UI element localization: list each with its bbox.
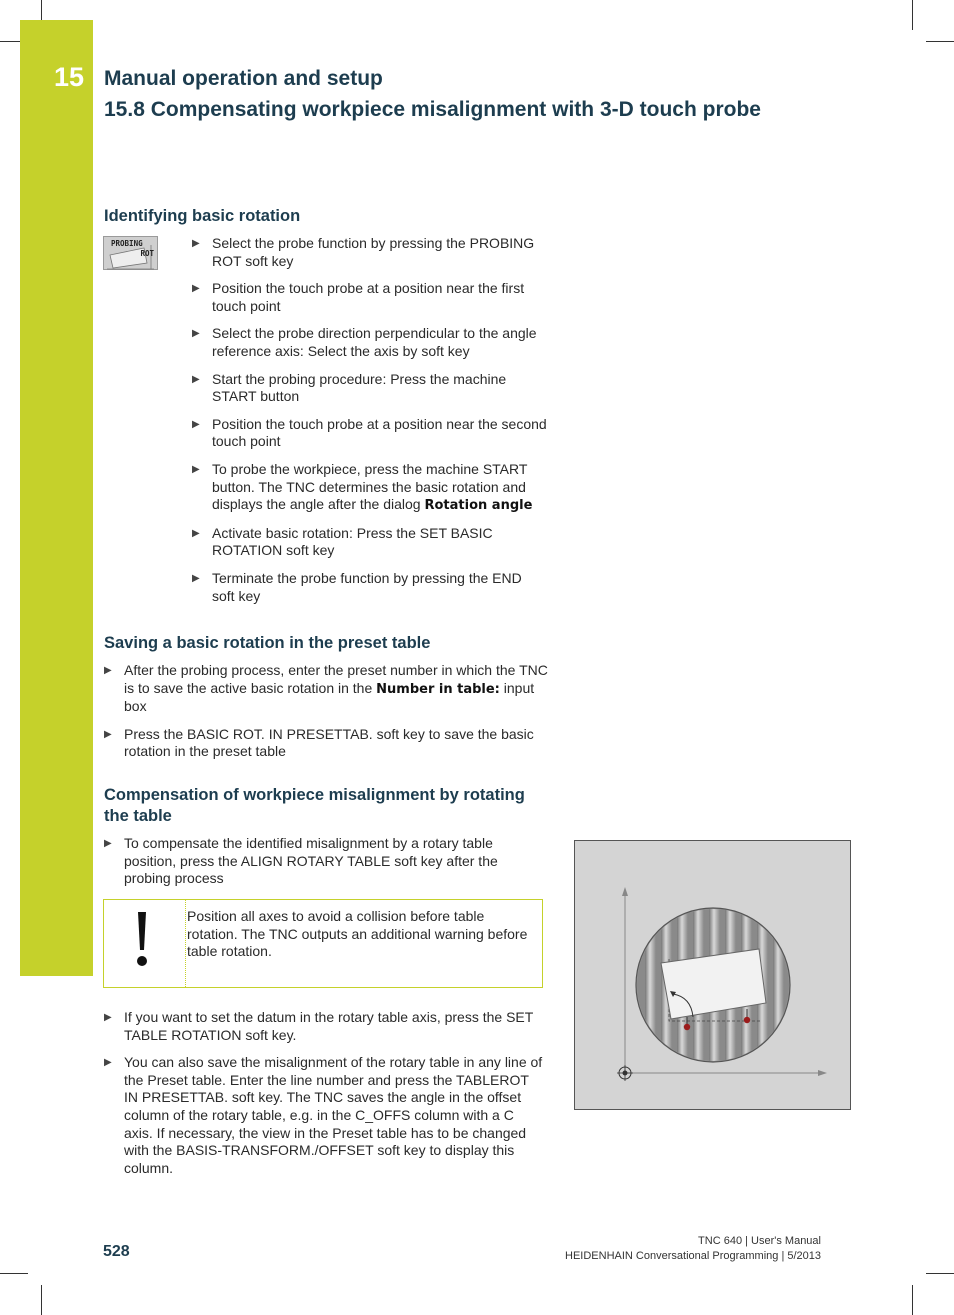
probe-point-1 [684, 1024, 690, 1030]
triangle-right-icon: ▶ [192, 238, 200, 249]
list-item: ▶ Press the BASIC ROT. IN PRESETTAB. soft key to save the basic rotation in the preset table [104, 725, 534, 760]
triangle-right-icon: ▶ [192, 373, 200, 385]
crop-mark [912, 0, 913, 30]
softkey-label-line1: PROBING [111, 239, 143, 248]
identify-steps-list [192, 235, 547, 615]
list-item: ▶ Activate basic rotation: Press the SET BASIC ROTATION soft key [192, 524, 493, 559]
chapter-title: Manual operation and setup [104, 67, 383, 90]
list-item: ▶ Select the probe function by pressing the PROBING ROT soft key [192, 235, 535, 269]
rotary-table-diagram [575, 841, 850, 1109]
triangle-right-icon: ▶ [192, 572, 200, 584]
chapter-number: 15 [54, 62, 85, 92]
triangle-right-icon: ▶ [192, 283, 200, 295]
dialog-name: Rotation angle [424, 498, 533, 514]
section-title: 15.8 Compensating workpiece misalignment with 3-D touch probe [104, 98, 761, 121]
list-item: ▶ To probe the workpiece, press the machine START button. The TNC determines the basic rotation and displays the angle after the dialog Rotation angle [192, 460, 533, 514]
footer-line-2: HEIDENHAIN Conversational Programming | 5/2013 [565, 1249, 821, 1262]
crop-mark [41, 0, 42, 20]
triangle-right-icon: ▶ [192, 418, 200, 430]
list-item: ▶ To compensate the identified misalignment by a rotary table position, press the ALIGN ROTARY TABLE soft key after the probing process [104, 835, 498, 887]
compensation-steps-list-a [104, 835, 534, 898]
list-item: ▶ Start the probing procedure: Press the machine START button [192, 370, 507, 405]
triangle-right-icon: ▶ [104, 1012, 112, 1023]
warning-note [103, 899, 543, 988]
crop-mark [0, 1273, 28, 1274]
compensation-steps-list-b [104, 1009, 544, 1187]
crop-mark [0, 41, 20, 42]
triangle-right-icon: ▶ [104, 1057, 112, 1069]
list-item: ▶ If you want to set the datum in the rotary table axis, press the SET TABLE ROTATION soft key. [104, 1009, 534, 1043]
list-item: ▶ Select the probe direction perpendicular to the angle reference axis: Select the axis by soft key [192, 325, 537, 359]
exclamation-icon [136, 912, 148, 968]
crop-mark [926, 41, 954, 42]
note-divider [185, 900, 186, 987]
softkey-label-line2: ROT [140, 249, 154, 258]
probe-point-2 [744, 1017, 750, 1023]
page-number: 528 [103, 1243, 130, 1260]
triangle-right-icon: ▶ [104, 728, 112, 740]
warning-text: Position all axes to avoid a collision before table rotation. The TNC outputs an additional warning before table rotation. [187, 908, 528, 960]
crop-mark [41, 1285, 42, 1315]
triangle-right-icon: ▶ [104, 665, 112, 676]
list-item: ▶ Position the touch probe at a position near the first touch point [192, 280, 525, 314]
list-item: ▶ After the probing process, enter the preset number in which the TNC is to save the active basic rotation in the Number in table: input box [104, 662, 548, 715]
heading-identifying-basic-rotation: Identifying basic rotation [104, 207, 301, 225]
list-item: ▶ Terminate the probe function by pressing the END soft key [192, 569, 522, 604]
triangle-right-icon: ▶ [104, 838, 112, 849]
input-box-name: Number in table: [376, 681, 500, 697]
heading-saving-basic-rotation: Saving a basic rotation in the preset table [104, 634, 431, 652]
triangle-right-icon: ▶ [192, 463, 200, 475]
crop-mark [926, 1273, 954, 1274]
triangle-right-icon: ▶ [192, 328, 200, 340]
rotary-table-illustration [574, 840, 851, 1110]
saving-steps-list [104, 662, 549, 771]
footer-info [565, 1234, 821, 1263]
list-item: ▶ You can also save the misalignment of the rotary table in any line of the Preset table. Enter the line number and press the TABLEROT IN PRESETTAB. soft key. The TNC saves the angle in the offset column of the rotary table, e.g. in the C_OFFS column with a C axis. If necessary, the view in the Preset table has to be changed with the BASIS-TRANSFORM./OFFSET soft key to display this column. [104, 1054, 543, 1176]
chapter-tab [20, 20, 93, 976]
crop-mark [912, 1285, 913, 1315]
triangle-right-icon: ▶ [192, 527, 200, 539]
heading-compensation-rotating-table: Compensation of workpiece misalignment by rotating the table [104, 786, 525, 825]
list-item: ▶ Position the touch probe at a position near the second touch point [192, 415, 547, 450]
probing-rot-softkey [103, 236, 158, 270]
footer-line-1: TNC 640 | User's Manual [698, 1235, 821, 1247]
